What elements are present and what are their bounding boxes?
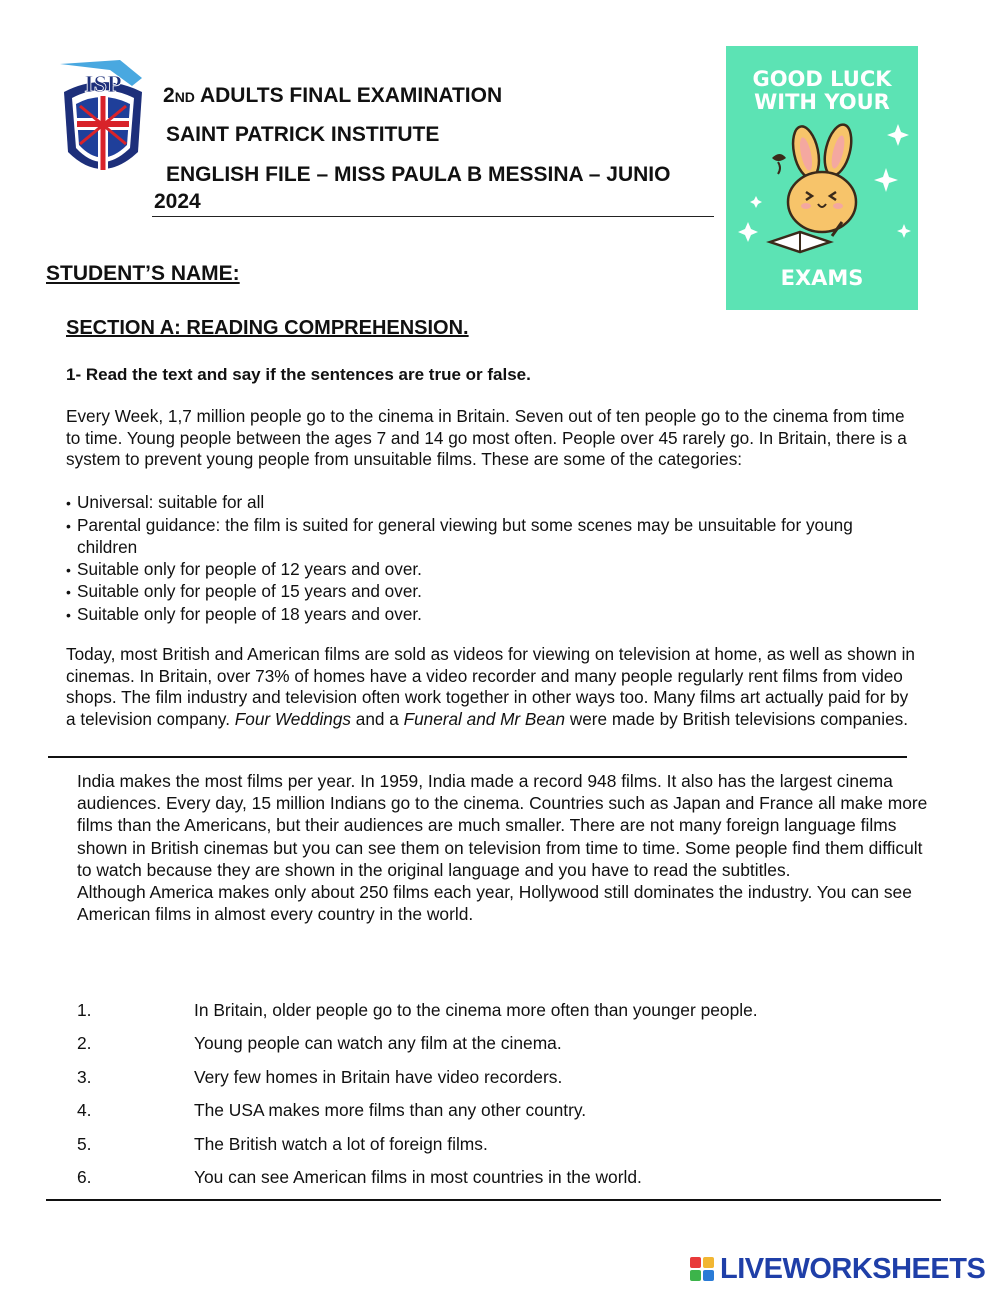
student-name-label: STUDENT’S NAME: bbox=[46, 262, 240, 285]
question-row: 2. Young people can watch any film at the cinema. bbox=[77, 1033, 562, 1054]
question-row: 1. In Britain, older people go to the cinema more often than younger people. bbox=[77, 1000, 758, 1020]
list-item: • Suitable only for people of 15 years and over. bbox=[66, 581, 916, 604]
question-row: 6. You can see American films in most countries in the world. bbox=[77, 1166, 642, 1187]
school-logo bbox=[50, 56, 154, 190]
reading-paragraph-1: Every Week, 1,7 million people go to the cinema in Britain. Seven out of ten people go to the cinema from time to time. Young people between the ages 7 and 14 go most often. People over 45 rarely go. In Britain, there is a system to prevent young people from unsuitable films. These are some of the categories: bbox=[66, 406, 907, 470]
reading-paragraph-2: Today, most British and American films are sold as videos for viewing on television at home, as well as shown in cinemas. In Britain, over 73% of homes have a video recorder and many people regularly rent films from video shops. The film industry and television often work together in other ways too. Many films art actually paid for by a television company. Four Weddings and a Funeral and Mr Bean were made by British televisions companies. bbox=[66, 644, 915, 729]
logo-initials: ISP bbox=[84, 72, 122, 98]
question-row: 3. Very few homes in Britain have video recorders. bbox=[77, 1066, 563, 1087]
film-title: Four Weddings bbox=[234, 708, 352, 729]
exam-title: 2ND ADULTS FINAL EXAMINATION bbox=[163, 84, 503, 107]
institute-name: SAINT PATRICK INSTITUTE bbox=[166, 123, 440, 146]
list-item: • Parental guidance: the film is suited for general viewing but some scenes may be unsuitable for young children bbox=[66, 515, 916, 559]
question-row: 5. The British watch a lot of foreign films. bbox=[77, 1133, 488, 1154]
film-categories-list bbox=[66, 492, 916, 627]
section-title: SECTION A: READING COMPREHENSION. bbox=[66, 317, 469, 339]
liveworksheets-icon bbox=[690, 1257, 716, 1283]
list-item: • Suitable only for people of 18 years and over. bbox=[66, 604, 916, 627]
bottom-divider bbox=[46, 1199, 941, 1201]
course-teacher-line: ENGLISH FILE – MISS PAULA B MESSINA – JUNIO bbox=[166, 163, 671, 186]
section-divider bbox=[48, 756, 907, 758]
list-item: • Suitable only for people of 12 years and over. bbox=[66, 559, 916, 582]
reading-paragraph-3: India makes the most films per year. In 1959, India made a record 948 films. It also has the largest cinema audiences. Every day, 15 million Indians go to the cinema. Countries such as Japan and France all make more films than the Americans, but their audiences are much smaller. There are not many foreign language films shown in British cinemas but you can see them on television from time to time. Some people find them difficult to watch because they are shown in the original language and you have to read the subtitles. Although America makes only about 250 films each year, Hollywood still dominates the industry. You can see American films in almost every country in the world. bbox=[77, 771, 928, 925]
true-false-questions bbox=[77, 1000, 897, 1200]
liveworksheets-brand: LIVEWORKSHEETS bbox=[720, 1253, 986, 1285]
exam-year: 2024 bbox=[154, 190, 201, 213]
exams-text: EXAMS bbox=[780, 266, 864, 290]
list-item: • Universal: suitable for all bbox=[66, 492, 916, 515]
film-title: Funeral and Mr Bean bbox=[403, 708, 566, 729]
question-row: 4. The USA makes more films than any other country. bbox=[77, 1100, 587, 1121]
header-divider bbox=[152, 216, 714, 217]
good-luck-badge bbox=[726, 46, 918, 310]
good-luck-text: GOOD LUCK WITH YOUR bbox=[752, 67, 892, 114]
instruction: 1- Read the text and say if the sentences are true or false. bbox=[66, 365, 531, 384]
